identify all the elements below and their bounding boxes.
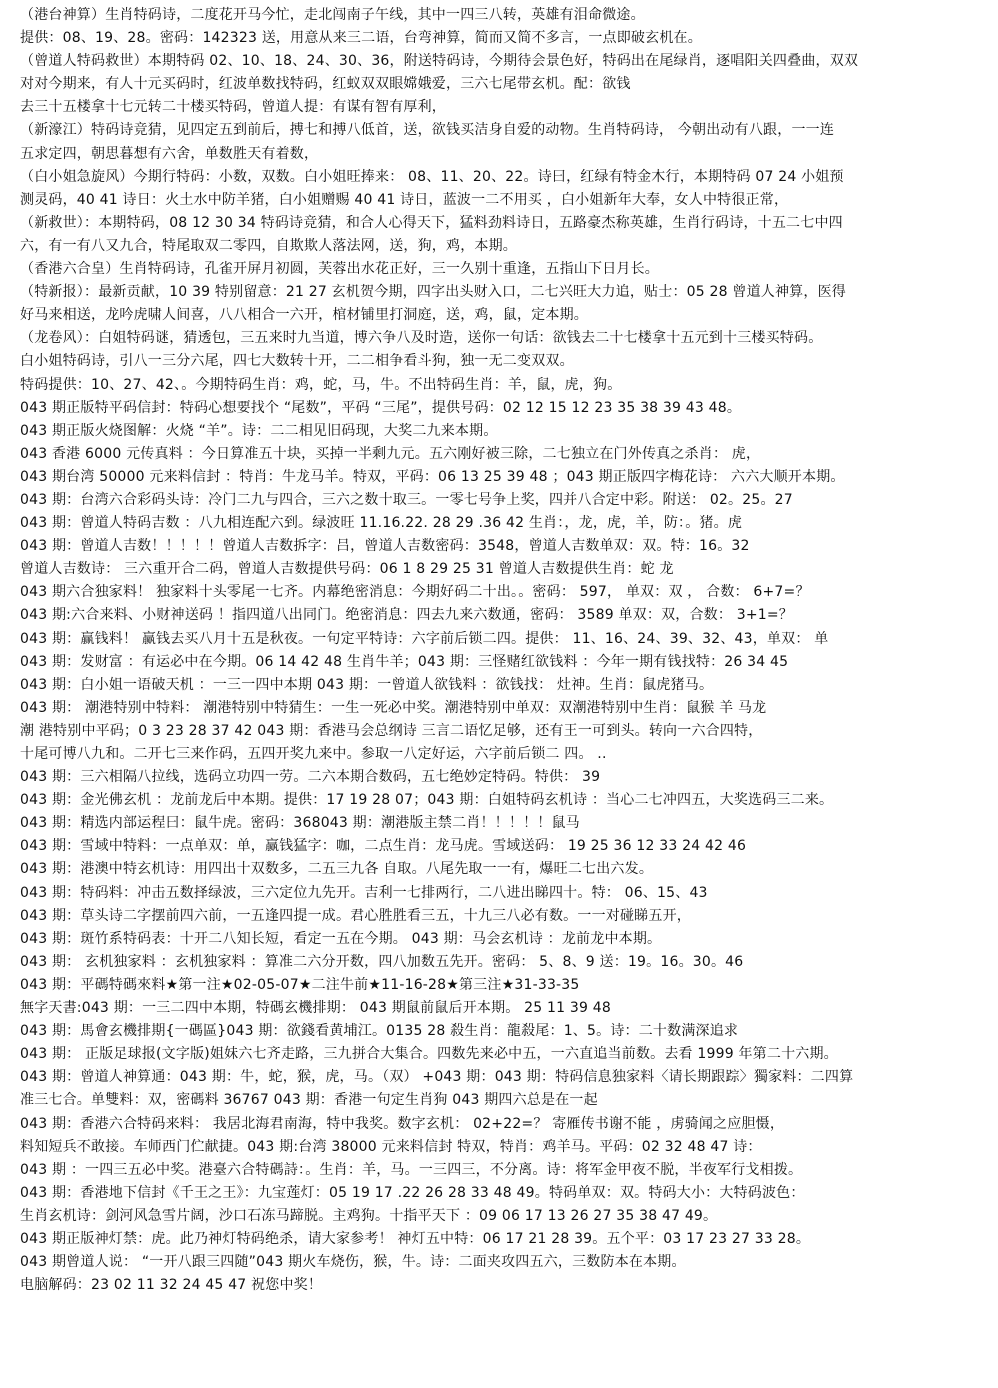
text-line: 043 期正版神灯禁：虎。此乃神灯特码绝杀，请大家参考！ 神灯五中特：06 17 21 28 39。五个平：03 17 23 27 33 28。 bbox=[20, 1230, 811, 1247]
text-line: 电脑解码：23 02 11 32 24 45 47 祝您中奖！ bbox=[20, 1277, 323, 1294]
text-line: 043 期：赢钱料！ 赢钱去买八月十五是秋夜。一句定平特诗：六字前后锁二四。提供： 11、16、24、39、32、43，单双： 单 bbox=[20, 630, 829, 647]
text-line: （新救世）：本期特码，08 12 30 34 特码诗竞猜，和合人心得天下，猛料劲料诗日，五路豪杰称英雄，生肖行码诗，十五二七中四 bbox=[20, 214, 843, 231]
text-line: 十尾可博八九和。二开七三来作码，五四开奖九来中。参取一八定好运，六字前后锁二 四。 .. bbox=[20, 746, 607, 762]
text-line: 043 期：香港地下信封《千王之王》：九宝莲灯：05 19 17 .22 26 28 33 48 49。特码单双：双。特码大小：大特码波色： bbox=[20, 1184, 805, 1201]
text-line: 043 期： 正版足球报(文字版)姐妹六七齐走路，三九拼合大集合。四数先来必中五，一六直追当前数。去看 1999 年第二十六期。 bbox=[20, 1046, 838, 1063]
text-line: 料知短兵不敢接。车师西门伫献捷。043 期:台湾 38000 元来料信封 特双，特肖：鸡羊马。平码：02 32 48 47 诗： bbox=[20, 1138, 762, 1155]
text-line: （特新报）：最新贡献，10 39 特别留意：21 27 玄机贺今期，四字出头财入口，二七兴旺大力追，贴士：05 28 曾道人神算，医得 bbox=[20, 284, 846, 301]
text-line: 特码提供：10、27、42、。今期特码生肖：鸡，蛇，马，牛。不出特码生肖：羊，鼠，虎，狗。 bbox=[20, 376, 622, 393]
text-line: 043 期：馬會玄機排期{一碼區}043 期：欲錢看黄埔江。0135 28 殺生肖：龍殺尾：1、5。诗：二十数满深追求 bbox=[20, 1023, 739, 1040]
text-line: 043 期： 玄机独家料 ：玄机独家料 ：算准二六分开数，四八加数五先开。密码： 5、8、9 送：19。16。30。46 bbox=[20, 953, 744, 970]
text-line: 043 期:六合来料、小财神送码 ！指四道八出同门。绝密消息：四去九来六数通，密码： 3589 单双：双，合数： 3+1=？ bbox=[20, 607, 793, 624]
text-line: 043 期：香港六合特码来料： 我居北海君南海，特中我奖。数字玄机： 02+22=？ 寄雁传书谢不能 ，虏骑闻之应胆慑， bbox=[20, 1115, 785, 1132]
text-line: 043 期正版火烧图解：火烧 “羊”。诗：二二相见旧码现，大奖二九来本期。 bbox=[20, 422, 498, 439]
text-line: 对对今期来，有人十元买码时，红波单数找特码，红蚁双双眼嫦娥爱，三六七尾带玄机。配：欲钱 bbox=[20, 76, 631, 93]
text-line: （龙卷风）：白姐特码谜，猜透包，三五来时九当道，博六争八及时造，送你一句话：欲钱去二十七楼拿十五元到十三楼买特码。 bbox=[20, 330, 823, 347]
text-line: 043 期：发财富 ：有运必中在今期。06 14 42 48 生肖牛羊；043 期：三怪赌红欲钱料 ：今年一期有钱找特：26 34 45 bbox=[20, 653, 789, 670]
text-line: 043 期： 潮港特别中特料： 潮港特别中特猜生：一生一死必中奖。潮港特别中单双：双潮港特别中生肖：鼠猴 羊 马龙 bbox=[20, 699, 767, 716]
text-line: 曾道人吉数诗： 三六重开合二码，曾道人吉数提供号码：06 1 8 29 25 31 曾道人吉数提供生肖：蛇 龙 bbox=[20, 561, 674, 578]
text-line: 043 期：曾道人特码吉数 ：八九相连配六到。绿波旺 11.16.22. 28 29 .36 42 生肖：，龙，虎，羊，防：。猪。虎 bbox=[20, 515, 743, 532]
text-line: 043 香港 6000 元传真料 ：今日算准五十块，买掉一半剩九元。五六刚好被三除，二七独立在门外传真之杀肖： 虎， bbox=[20, 445, 761, 462]
text-line: 043 期：白小姐一语破天机 ：一三一四中本期 043 期：一曾道人欲钱料 ：欲钱找： 灶神。生肖：鼠虎猪马。 bbox=[20, 676, 714, 693]
text-line: 043 期正版特平码信封：特码心想要找个 “尾数”，平码 “三尾”，提供号码：02 12 15 12 23 35 38 39 43 48。 bbox=[20, 399, 742, 416]
text-line: 043 期：特码料：冲击五数择绿波，三六定位九先开。吉利一七排两行，二八进出睇四十。特： 06、15、43 bbox=[20, 884, 708, 901]
text-line: 043 期：曾道人神算通：043 期：牛，蛇，猴，虎，马。（双） +043 期：043 期：特码信息独家料〈请长期跟踪〉獨家料：二四算 bbox=[20, 1069, 854, 1086]
text-line: 043 期曾道人说： “一开八跟三四随”043 期火车烧伤，猴，牛。诗：二面夹攻四五六，三数防本在本期。 bbox=[20, 1254, 686, 1271]
text-line: 六，有一有八又九合，特尾取双二零四，自欺欺人落法网，送，狗，鸡，本期。 bbox=[20, 237, 517, 254]
text-line: （港台神算）生肖特码诗，二度花开马今忙，走北闯南子午线，其中一四三八转，英雄有泪命微途。 bbox=[20, 7, 645, 23]
text-line: （香港六合皇）生肖特码诗，孔雀开屏月初圆，芙蓉出水花正好，三一久别十重逢，五指山下日月长。 bbox=[20, 261, 659, 278]
text-line: 准三七合。单雙料：双，密碼料 36767 043 期：香港一句定生肖狗 043 期四六总是在一起 bbox=[20, 1092, 598, 1109]
text-line: （曾道人特码救世）本期特码 02、10、18、24、30、36，附送特码诗，今期待会景色好，特码出在尾绿肖，逐唱阳关四叠曲，双双 bbox=[20, 53, 859, 70]
text-line: 测灵码，40 41 诗日：火土水中防羊猪，白小姐赠赐 40 41 诗日，蓝波一二不用买 ，白小姐新年大奉，女人中特很正常， bbox=[20, 191, 789, 208]
text-line: 043 期：雪域中特料：一点单双：单，赢钱猛字：咖，二点生肖：龙马虎。雪域送码： 19 25 36 12 33 24 42 46 bbox=[20, 838, 747, 855]
text-line: 白小姐特码诗，引八一三分六尾，四七大数转十开，二二相争看斗狗，独一无二变双双。 bbox=[20, 353, 574, 370]
text-line: 043 期：港澳中特玄机诗：用四出十双数多，二五三九各 自取。八尾先取一一有，爆旺二七出六发。 bbox=[20, 861, 654, 878]
text-line: 043 期：台湾六合彩码头诗：冷门二九与四合，三六之数十取三。一零七号争上奖，四并八合定中彩。附送： 02。25。27 bbox=[20, 491, 793, 508]
text-line: 043 期台湾 50000 元来料信封 ：特肖：牛龙马羊。特双，平码：06 13 25 39 48 ；043 期正版四字梅花诗： 六六大顺开本期。 bbox=[20, 468, 845, 485]
text-line: 五求定四，朝思暮想有六舍，单数胜天有着数， bbox=[20, 145, 319, 162]
text-line: 無字天書:043 期：一三二四中本期，特碼玄機排期： 043 期鼠前鼠后开本期。 25 11 39 48 bbox=[20, 1000, 611, 1017]
text-line: （白小姐急旋风）今期行特码：小数，双数。白小姐旺捧来： 08、11、20、22。诗曰，红绿有特金木行，本期特码 07 24 小姐预 bbox=[20, 168, 844, 185]
text-line: 提供：08、19、28。密码：142323 送，用意从来三二语，台弯神算，简而又简不多言，一点即破玄机在。 bbox=[20, 30, 702, 47]
text-line: 043 期 ：一四三五必中奖。港臺六合特碼詩：。生肖：羊，马。一三四三，不分离。诗：将军金甲夜不脱，半夜军行戈相拨。 bbox=[20, 1161, 803, 1178]
text-line: 生肖玄机诗：剑河风急雪片阔，沙口石冻马蹄脱。主鸡狗。十指平天下 ：09 06 17 13 26 27 35 38 47 49。 bbox=[20, 1207, 718, 1224]
text-line: （新濠江）特码诗竞猜，见四定五到前后，搏七和搏八低首，送，欲钱买洁身自爱的动物。生肖特码诗， 今朝出动有八跟，一一连 bbox=[20, 122, 835, 139]
text-line: 043 期六合独家料！ 独家料十头零尾一七齐。内幕绝密消息：今期好码二十出。。密码： 597， 单双：双 ， 合数： 6+7=？ bbox=[20, 584, 810, 601]
text-line: 043 期：精选内部运程曰：鼠牛虎。密码：368043 期：潮港版主禁二肖！！！！！鼠马 bbox=[20, 815, 580, 832]
text-line: 043 期：三六相隔八拉线，选码立功四一劳。二六本期合数码，五七绝妙定特码。特供： 39 bbox=[20, 769, 601, 786]
text-line: 043 期：草头诗二字摆前四六前，一五逢四提一成。君心胜胜看三五，十九三八必有数。一一对碰睇五开， bbox=[20, 907, 691, 924]
text-line: 043 期：金光佛玄机 ：龙前龙后中本期。提供：17 19 28 07；043 期：白姐特码玄机诗 ：当心二七冲四五，大奖选码三二来。 bbox=[20, 792, 834, 809]
text-line: 好马来相送，龙吟虎啸人间喜，八八相合一六开，棺材铺里打洞庭，送，鸡，鼠，定本期。 bbox=[20, 307, 588, 324]
text-line: 去三十五楼拿十七元转二十楼买特码，曾道人提：有谋有智有厚利， bbox=[20, 99, 446, 116]
text-line: 043 期：曾道人吉数！！！！！曾道人吉数拆字：吕，曾道人吉数密码：3548，曾道人吉数单双：双。特：16。32 bbox=[20, 538, 750, 555]
text-line: 043 期：平碼特碼來料★第一注★02-05-07★二注牛前★11-16-28★第三注★31-33-35 bbox=[20, 976, 580, 993]
text-line: 潮 港特别中平码；0 3 23 28 37 42 043 期：香港马会总纲诗 三言二语忆足够，还有王一可到头。转向一六合四特， bbox=[20, 722, 763, 739]
text-line: 043 期：斑竹系特码表：十开二八知长短，看定一五在今期。 043 期：马会玄机诗 ：龙前龙中本期。 bbox=[20, 930, 662, 947]
